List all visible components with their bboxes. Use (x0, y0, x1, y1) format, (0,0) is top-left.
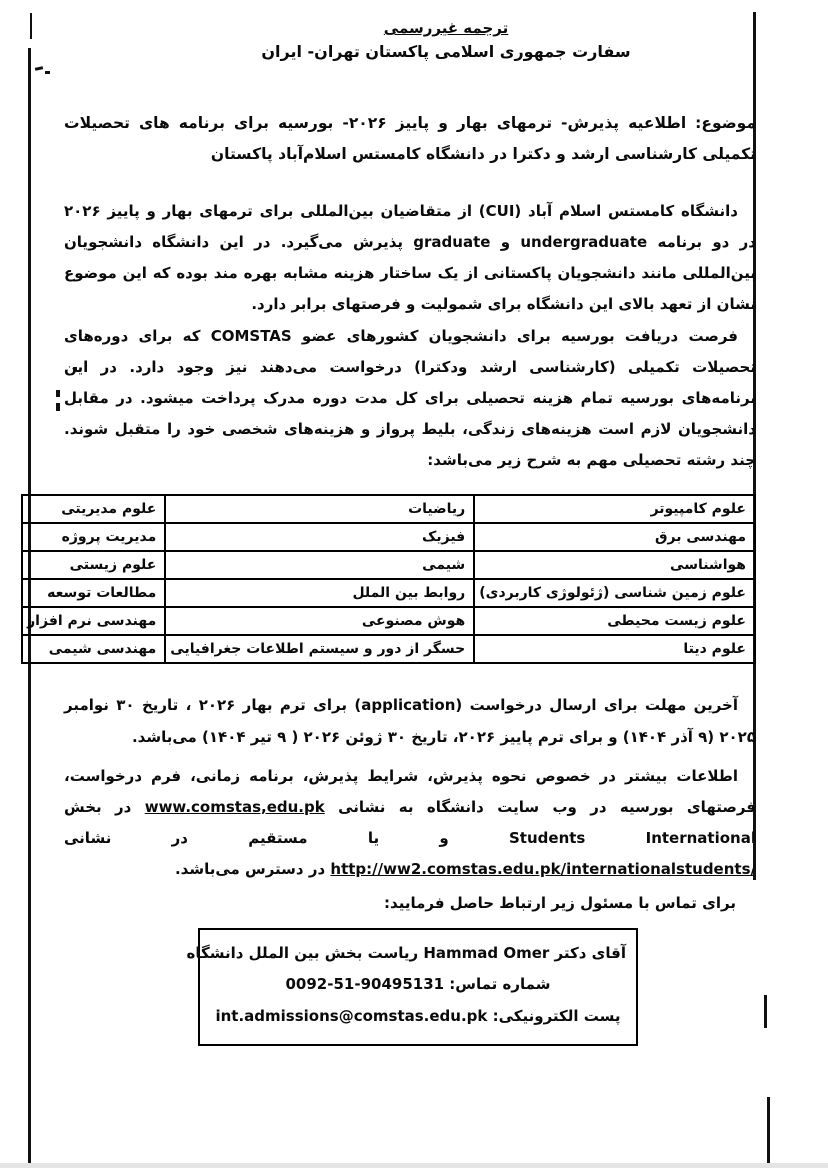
field-cell: مهندسی نرم افزار (22, 607, 165, 635)
scan-smudge-mark (35, 66, 43, 71)
scan-margin-mark (56, 390, 60, 397)
field-cell: مطالعات توسعه (22, 579, 165, 607)
document-content (27, 18, 756, 1046)
field-cell: مدیریت پروژه (22, 523, 165, 551)
phone-label: شماره تماس: (444, 975, 551, 994)
embassy-name: سفارت جمهوری اسلامی پاکستان تهران- ایران (261, 41, 631, 61)
field-cell: هوش مصنوعی (165, 607, 474, 635)
contact-intro-line: برای تماس با مسئول زیر ارتباط حاصل فرمایید: (384, 893, 736, 912)
contact-role: ریاست بخش بین الملل دانشگاه (186, 943, 424, 962)
field-cell: ریاضیات (165, 495, 474, 523)
field-cell: علوم زیستی (22, 551, 165, 579)
contact-email-line (210, 1001, 626, 1033)
table-row (22, 523, 755, 551)
table-row (22, 579, 755, 607)
field-cell: روابط بین الملل (165, 579, 474, 607)
scan-edge-segment-right (764, 995, 767, 1028)
contact-name: Hammad Omer (423, 943, 550, 962)
scan-edge-dash-top-left (30, 13, 32, 39)
field-cell: علوم زیست محیطی (474, 607, 755, 635)
table-row (22, 635, 755, 663)
paragraph-scholarship: فرصت دریافت بورسیه برای دانشجویان کشورهای عضو COMSTAS که برای دوره‌های تحصیلات تکمیلی (کارشناسی ارشد ودکترا) درخواست می‌دهند نیز وجود دارد. در این برنامه‌های بورسیه تمام هزینه تحصیلی برای کل مدت دوره مدرک پرداخت میشود. در مقابل دانشجویان لازم است هزینه‌های زندگی، بلیط پرواز و هزینه‌های شخصی خود را متقبل شوند. چند رشته تحصیلی مهم به شرح زیر می‌باشد: (64, 326, 756, 470)
contact-person-line (186, 938, 626, 970)
translation-note-title: ترجمه غیررسمی (383, 19, 509, 37)
paragraph-more-info (64, 761, 756, 886)
field-cell: علوم کامپیوتر (474, 495, 755, 523)
website-url: www.comstas,edu.pk (144, 798, 325, 816)
scan-bottom-shadow (0, 1163, 828, 1168)
contact-title: آقای دکتر (549, 943, 626, 962)
phone-number: 0092-51-90495131 (285, 975, 445, 994)
info-text-after-url: در دسترس می‌باشد. (174, 860, 331, 879)
table-row (22, 607, 755, 635)
field-cell: حسگر از دور و سیستم اطلاعات جغرافیایی (165, 635, 474, 663)
field-cell: علوم زمین شناسی (ژئولوژی کاربردی) (474, 579, 755, 607)
document-header (100, 18, 792, 64)
field-cell: شیمی (165, 551, 474, 579)
scan-smudge-mark (45, 71, 50, 74)
subject-line: موضوع: اطلاعیه پذیرش- ترمهای بهار و پاییز ۲۰۲۶- بورسیه برای برنامه های تحصیلات تکمیلی کارشناسی ارشد و دکترا در دانشگاه کامستس اسلام‌آباد پاکستان (64, 113, 756, 163)
field-cell: مهندسی برق (474, 523, 755, 551)
field-cell: مهندسی شیمی (22, 635, 165, 663)
field-cell: هواشناسی (474, 551, 755, 579)
table-row (22, 551, 755, 579)
international-students-url: http://ww2.comstas.edu.pk/internationalstudents/ (330, 860, 756, 879)
scan-margin-mark (56, 403, 60, 411)
table-row (22, 495, 755, 523)
field-cell: علوم دیتا (474, 635, 755, 663)
fields-of-study-table (21, 494, 756, 664)
contact-phone-line (210, 969, 626, 1001)
field-cell: فیزیک (165, 523, 474, 551)
contact-info-box (186, 928, 638, 1047)
paragraph-admission: دانشگاه کامستس اسلام آباد (CUI) از متقاضیان بین‌المللی برای ترمهای بهار و پاییز ۲۰۲۶ در دو برنامه undergraduate و graduate پذیرش می‌گیرد. در این دانشگاه دانشجویان بین‌المللی مانند دانشجویان پاکستانی از یک ساختار هزینه مشابه بهره مند بوده که این موضوع نشان از تعهد بالای این دانشگاه برای شمولیت و فرصتهای برابر دارد. (64, 201, 756, 314)
scan-edge-segment-right (767, 1097, 770, 1168)
email-label: پست الکترونیکی: (487, 1006, 621, 1025)
field-cell: علوم مدیریتی (22, 495, 165, 523)
paragraph-deadlines: آخرین مهلت برای ارسال درخواست (application) برای ترم بهار ۲۰۲۶ ، تاریخ ۳۰ نوامبر ۲۰۲۵ (۹ آذر ۱۴۰۴) و برای ترم پاییز ۲۰۲۶، تاریخ ۳۰ ژوئن ۲۰۲۶ ( ۹ تیر ۱۴۰۴) می‌باشد. (64, 696, 756, 746)
info-text-before-url: اطلاعات بیشتر در خصوص نحوه پذیرش، شرایط پذیرش، برنامه زمانی، فرم درخواست، فرصتهای بورسیه در وب سایت دانشگاه به نشانی (64, 766, 756, 816)
info-text-between-urls: در بخش Students International و یا مستقیم در نشانی (64, 798, 756, 848)
email-address: int.admissions@comstas.edu.pk (215, 1006, 488, 1025)
